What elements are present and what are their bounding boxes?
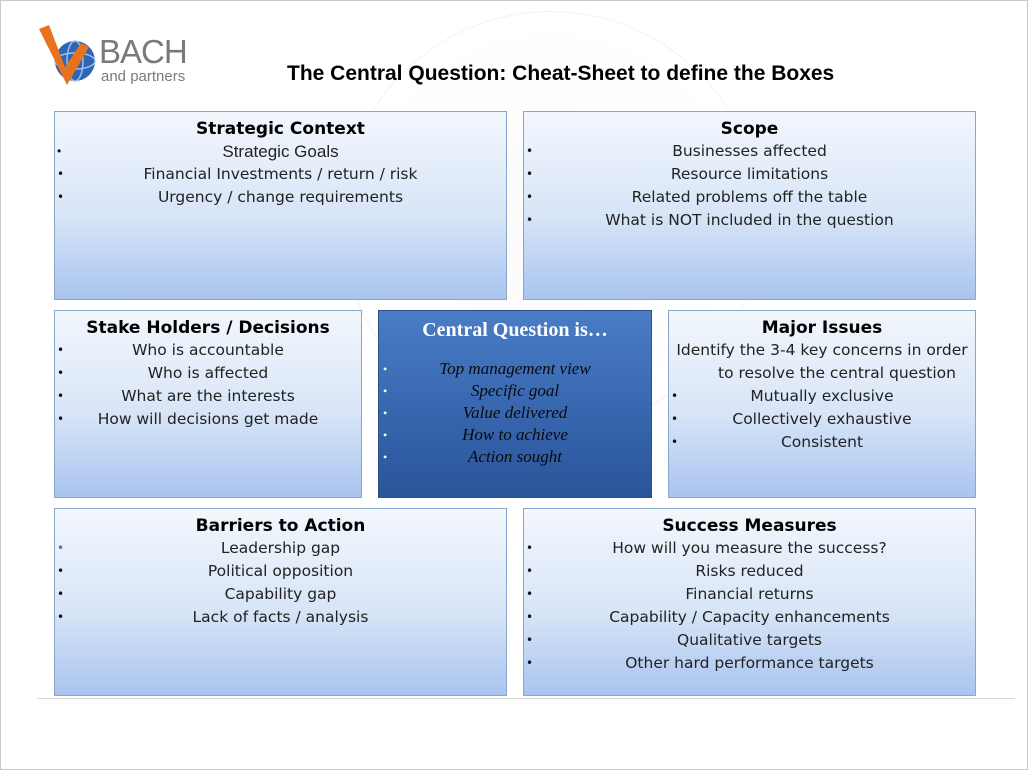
item-text: Businesses affected bbox=[672, 142, 827, 160]
item-text: Capability gap bbox=[224, 585, 337, 603]
list-item bbox=[55, 583, 506, 606]
bullet-icon: • bbox=[57, 610, 65, 624]
bullet-icon: • bbox=[383, 384, 388, 398]
success-measures-box bbox=[523, 508, 976, 696]
bullet-icon: • bbox=[383, 450, 388, 464]
list-item bbox=[669, 385, 975, 408]
company-logo bbox=[35, 23, 225, 89]
list-item bbox=[524, 583, 975, 606]
bullet-icon: • bbox=[383, 362, 388, 376]
bullet-icon: • bbox=[57, 190, 65, 204]
bullet-icon: • bbox=[526, 144, 534, 158]
bullet-icon: • bbox=[671, 435, 679, 449]
box-heading: Central Question is… bbox=[422, 319, 608, 341]
lead-text: to resolve the central question bbox=[718, 364, 956, 382]
item-text: How to achieve bbox=[462, 425, 568, 444]
bullet-icon: • bbox=[383, 406, 388, 420]
list-item bbox=[55, 362, 361, 385]
bullet-icon: • bbox=[57, 564, 65, 578]
central-question-box bbox=[378, 310, 652, 498]
item-text: What is NOT included in the question bbox=[605, 211, 894, 229]
list-item bbox=[524, 560, 975, 583]
list-item bbox=[379, 424, 651, 446]
bullet-list bbox=[524, 537, 975, 675]
item-text: How will you measure the success? bbox=[612, 539, 887, 557]
list-item bbox=[55, 408, 361, 431]
bullet-icon: • bbox=[57, 144, 62, 158]
logo-name: BACH bbox=[99, 33, 187, 70]
box-heading: Scope bbox=[720, 119, 779, 139]
box-heading: Stake Holders / Decisions bbox=[86, 318, 330, 338]
item-text: Mutually exclusive bbox=[750, 387, 894, 405]
item-text: Capability / Capacity enhancements bbox=[609, 608, 890, 626]
list-item bbox=[524, 629, 975, 652]
item-text: Top management view bbox=[439, 359, 591, 378]
major-issues-box bbox=[668, 310, 976, 498]
box-heading: Barriers to Action bbox=[195, 516, 366, 536]
item-text: Other hard performance targets bbox=[625, 654, 874, 672]
box-heading: Major Issues bbox=[761, 318, 883, 338]
lead-text: Identify the 3-4 key concerns in order bbox=[676, 341, 968, 359]
list-item bbox=[524, 652, 975, 675]
item-text: Financial Investments / return / risk bbox=[143, 165, 418, 183]
bullet-icon: • bbox=[57, 541, 65, 555]
item-text: Strategic Goals bbox=[222, 142, 339, 161]
list-item bbox=[524, 606, 975, 629]
list-item bbox=[524, 140, 975, 163]
list-item bbox=[524, 163, 975, 186]
list-item bbox=[669, 408, 975, 431]
bullet-icon: • bbox=[57, 412, 65, 426]
list-item bbox=[524, 209, 975, 232]
scope-box bbox=[523, 111, 976, 300]
list-item bbox=[55, 163, 506, 186]
barriers-box bbox=[54, 508, 507, 696]
bullet-icon: • bbox=[526, 656, 534, 670]
bullet-icon: • bbox=[57, 587, 65, 601]
list-item bbox=[524, 537, 975, 560]
box-heading: Strategic Context bbox=[196, 119, 365, 139]
bullet-list bbox=[669, 385, 975, 454]
bullet-icon: • bbox=[57, 343, 65, 357]
list-item bbox=[55, 140, 506, 163]
list-item bbox=[669, 431, 975, 454]
item-text: Political opposition bbox=[207, 562, 354, 580]
item-text: Collectively exhaustive bbox=[732, 410, 912, 428]
bullet-list bbox=[379, 358, 651, 468]
bullet-list bbox=[55, 140, 506, 209]
stake-holders-box bbox=[54, 310, 362, 498]
item-text: Resource limitations bbox=[670, 165, 829, 183]
list-item bbox=[379, 446, 651, 468]
bullet-list bbox=[524, 140, 975, 232]
bullet-icon: • bbox=[526, 541, 534, 555]
bullet-icon: • bbox=[383, 428, 388, 442]
logo-subtitle: and partners bbox=[101, 68, 186, 85]
bullet-list bbox=[55, 537, 506, 629]
item-text: Related problems off the table bbox=[631, 188, 868, 206]
item-text: Who is accountable bbox=[132, 341, 284, 359]
footer-divider bbox=[37, 698, 1015, 699]
bullet-icon: • bbox=[57, 366, 65, 380]
item-text: Risks reduced bbox=[695, 562, 804, 580]
bullet-icon: • bbox=[671, 389, 679, 403]
list-item bbox=[379, 358, 651, 380]
list-item bbox=[55, 606, 506, 629]
item-text: Leadership gap bbox=[220, 539, 341, 557]
list-item bbox=[379, 402, 651, 424]
bullet-icon: • bbox=[526, 213, 534, 227]
bullet-list bbox=[55, 339, 361, 431]
globe-check-icon bbox=[35, 23, 105, 89]
item-text: Qualitative targets bbox=[677, 631, 822, 649]
list-item bbox=[55, 537, 506, 560]
bullet-icon: • bbox=[526, 587, 534, 601]
bullet-icon: • bbox=[526, 633, 534, 647]
list-item bbox=[379, 380, 651, 402]
bullet-icon: • bbox=[57, 389, 65, 403]
item-text: Who is affected bbox=[147, 364, 269, 382]
page-title: The Central Question: Cheat-Sheet to define the Boxes bbox=[287, 62, 835, 85]
item-text: Consistent bbox=[780, 433, 864, 451]
list-item bbox=[55, 560, 506, 583]
item-text: Urgency / change requirements bbox=[157, 188, 404, 206]
bullet-icon: • bbox=[526, 167, 534, 181]
bullet-icon: • bbox=[671, 412, 679, 426]
bullet-icon: • bbox=[57, 167, 65, 181]
bullet-icon: • bbox=[526, 564, 534, 578]
item-text: Financial returns bbox=[685, 585, 814, 603]
bullet-icon: • bbox=[526, 610, 534, 624]
item-text: Value delivered bbox=[462, 403, 568, 422]
list-item bbox=[55, 186, 506, 209]
box-heading: Success Measures bbox=[662, 516, 837, 536]
list-item bbox=[524, 186, 975, 209]
item-text: Action sought bbox=[468, 447, 562, 466]
item-text: Specific goal bbox=[470, 381, 560, 400]
strategic-context-box bbox=[54, 111, 507, 300]
list-item bbox=[55, 385, 361, 408]
item-text: What are the interests bbox=[121, 387, 295, 405]
item-text: Lack of facts / analysis bbox=[192, 608, 369, 626]
item-text: How will decisions get made bbox=[97, 410, 319, 428]
list-item bbox=[55, 339, 361, 362]
bullet-icon: • bbox=[526, 190, 534, 204]
